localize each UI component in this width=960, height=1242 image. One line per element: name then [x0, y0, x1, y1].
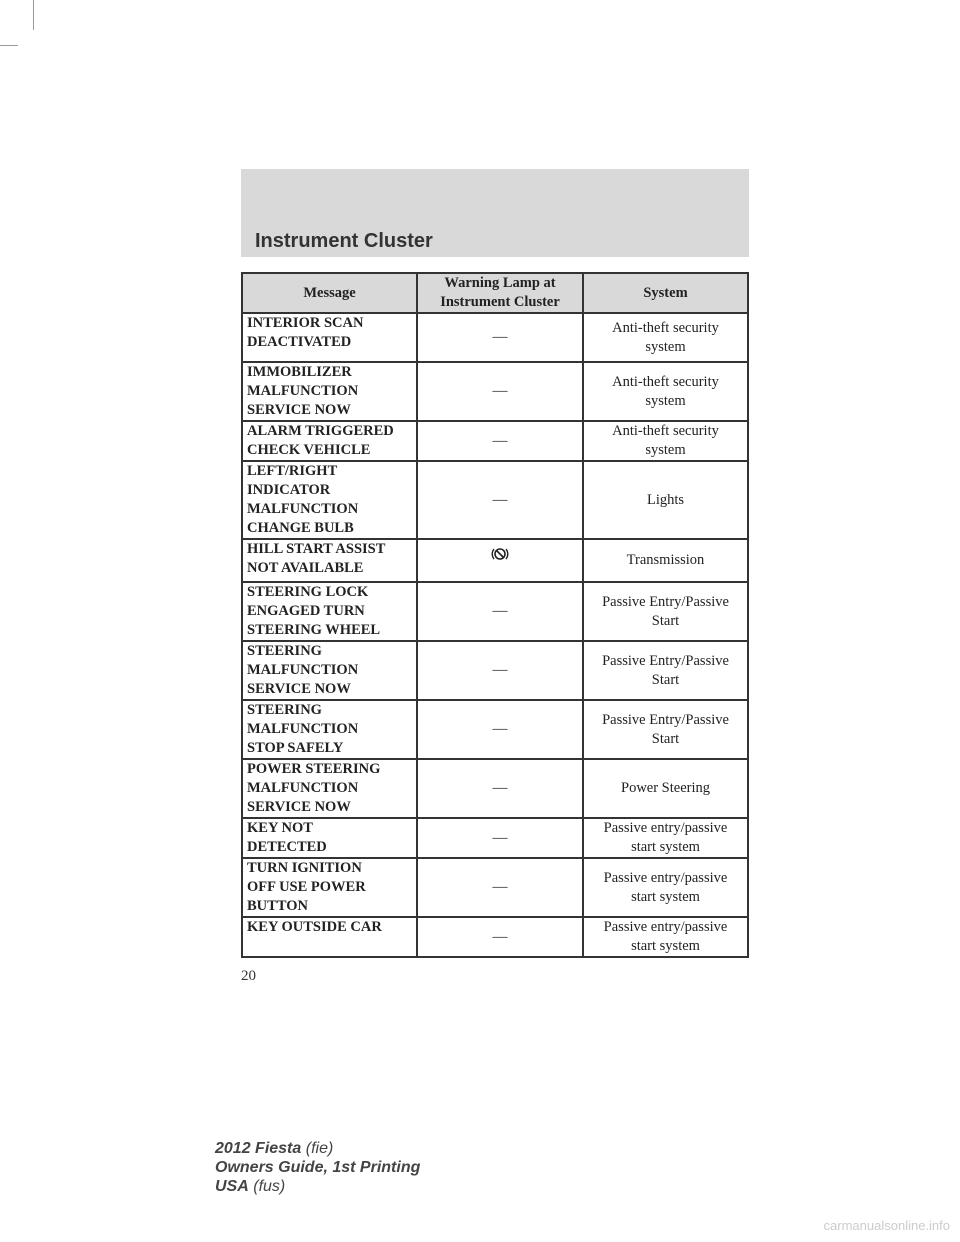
system-cell: Anti-theft security system [583, 421, 748, 461]
crop-mark-horizontal [0, 45, 18, 46]
warning-lamp-cell: — [417, 421, 583, 461]
footer-market: USA [215, 1178, 249, 1195]
table-row [242, 700, 748, 759]
footer-line-1 [215, 1139, 420, 1158]
warning-lamp-cell: — [417, 641, 583, 700]
page-number: 20 [241, 968, 256, 984]
table-row [242, 858, 748, 917]
system-cell: Passive Entry/Passive Start [583, 700, 748, 759]
warning-lamp-cell: — [417, 858, 583, 917]
message-cell: STEERING LOCK ENGAGED TURN STEERING WHEEL [242, 582, 417, 641]
footer-model-code: (fie) [305, 1140, 334, 1157]
section-header [241, 169, 749, 257]
header-message: Message [242, 273, 417, 313]
header-system: System [583, 273, 748, 313]
warning-lamp-cell: — [417, 362, 583, 421]
warning-lamp-cell [417, 539, 583, 582]
message-cell: TURN IGNITION OFF USE POWER BUTTON [242, 858, 417, 917]
message-cell: STEERING MALFUNCTION SERVICE NOW [242, 641, 417, 700]
table-row [242, 539, 748, 582]
system-cell: Passive entry/passive start system [583, 917, 748, 957]
message-table [241, 272, 749, 958]
table-row [242, 917, 748, 957]
message-cell: KEY NOT DETECTED [242, 818, 417, 858]
warning-lamp-cell: — [417, 313, 583, 362]
system-cell: Anti-theft security system [583, 362, 748, 421]
system-cell: Passive Entry/Passive Start [583, 582, 748, 641]
document-footer [215, 1139, 420, 1196]
footer-model: 2012 Fiesta [215, 1140, 302, 1157]
crop-mark-vertical [33, 0, 34, 30]
warning-lamp-cell: — [417, 818, 583, 858]
system-cell: Transmission [583, 539, 748, 582]
footer-guide: Owners Guide, 1st Printing [215, 1159, 421, 1176]
warning-lamp-cell: — [417, 582, 583, 641]
message-cell: LEFT/RIGHT INDICATOR MALFUNCTION CHANGE BULB [242, 461, 417, 539]
system-cell: Lights [583, 461, 748, 539]
system-cell: Passive Entry/Passive Start [583, 641, 748, 700]
table-row [242, 461, 748, 539]
system-cell: Passive entry/passive start system [583, 858, 748, 917]
section-title: Instrument Cluster [255, 230, 433, 252]
table-header-row [242, 273, 748, 313]
system-cell: Passive entry/passive start system [583, 818, 748, 858]
watermark: carmanualsonline.info [823, 1218, 950, 1233]
system-cell: Power Steering [583, 759, 748, 818]
table-row [242, 641, 748, 700]
warning-lamp-cell: — [417, 461, 583, 539]
footer-line-3 [215, 1177, 420, 1196]
warning-lamp-cell: — [417, 759, 583, 818]
message-cell: POWER STEERING MALFUNCTION SERVICE NOW [242, 759, 417, 818]
footer-line-2 [215, 1158, 420, 1177]
table-row [242, 313, 748, 362]
message-cell: INTERIOR SCAN DEACTIVATED [242, 313, 417, 362]
message-cell: STEERING MALFUNCTION STOP SAFELY [242, 700, 417, 759]
table-row [242, 421, 748, 461]
system-cell: Anti-theft security system [583, 313, 748, 362]
table-row [242, 818, 748, 858]
warning-lamp-cell: — [417, 700, 583, 759]
message-cell: ALARM TRIGGERED CHECK VEHICLE [242, 421, 417, 461]
table-row [242, 759, 748, 818]
hill-start-assist-warning-icon [490, 547, 510, 561]
warning-lamp-cell: — [417, 917, 583, 957]
message-cell: IMMOBILIZER MALFUNCTION SERVICE NOW [242, 362, 417, 421]
footer-market-code: (fus) [253, 1178, 286, 1195]
table-row [242, 362, 748, 421]
header-warning-lamp: Warning Lamp at Instrument Cluster [417, 273, 583, 313]
table-row [242, 582, 748, 641]
message-cell: KEY OUTSIDE CAR [242, 917, 417, 957]
message-cell: HILL START ASSIST NOT AVAILABLE [242, 539, 417, 582]
